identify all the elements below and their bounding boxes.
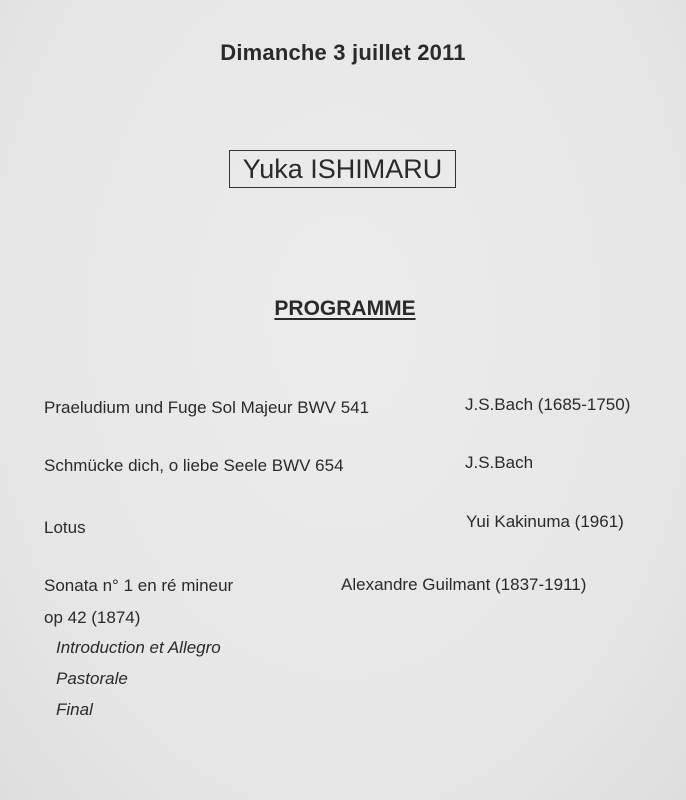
movement-3: Final	[56, 700, 93, 719]
composer-1: J.S.Bach (1685-1750)	[465, 395, 631, 414]
work-title-4-opus: op 42 (1874)	[44, 608, 141, 627]
work-title-3: Lotus	[44, 518, 86, 537]
work-title-4: Sonata n° 1 en ré mineur	[44, 576, 234, 595]
work-title-1: Praeludium und Fuge Sol Majeur BWV 541	[44, 398, 370, 417]
composer-4: Alexandre Guilmant (1837-1911)	[341, 575, 587, 594]
concert-date: Dimanche 3 juillet 2011	[220, 40, 466, 65]
programme-heading: PROGRAMME	[274, 297, 416, 320]
composer-2: J.S.Bach	[465, 453, 534, 472]
movement-2: Pastorale	[56, 669, 128, 688]
composer-3: Yui Kakinuma (1961)	[466, 512, 624, 531]
performer-name-box: Yuka ISHIMARU	[229, 150, 456, 188]
work-title-2: Schmücke dich, o liebe Seele BWV 654	[44, 456, 344, 475]
movement-1: Introduction et Allegro	[56, 638, 221, 657]
